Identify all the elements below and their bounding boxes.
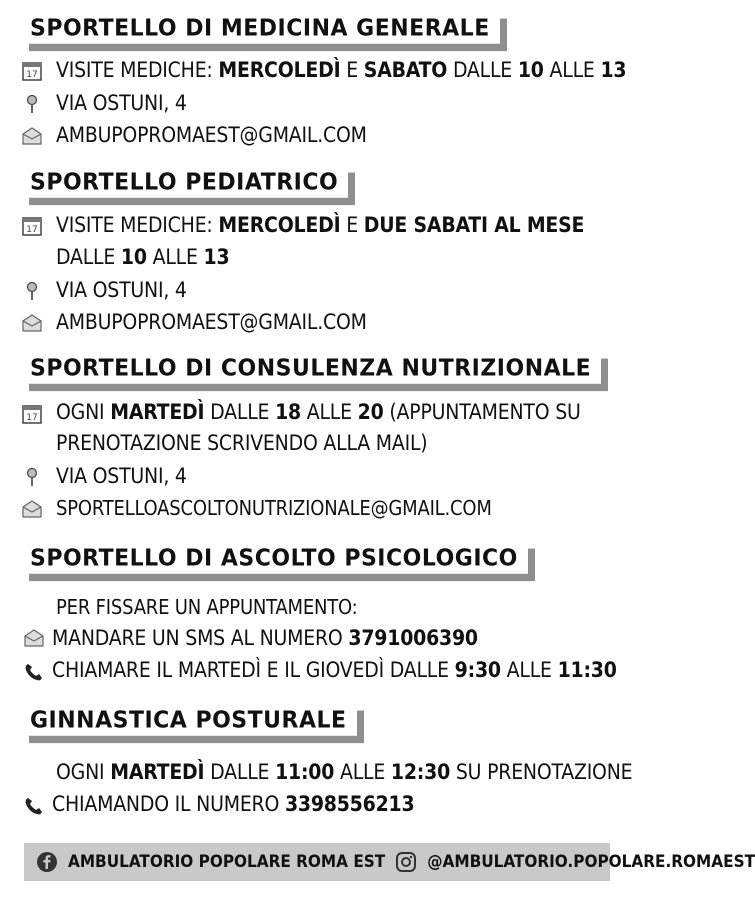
psicologico-intro: PER FISSARE UN APPUNTAMENTO: — [56, 595, 358, 619]
phone-icon — [24, 662, 44, 682]
text: 11:00 — [275, 760, 335, 784]
text: ALLE — [334, 760, 391, 784]
footer-bar — [24, 843, 755, 881]
mail-icon — [24, 628, 44, 648]
facebook-icon[interactable] — [36, 851, 58, 873]
text: 13 — [600, 58, 627, 82]
text: CHIAMARE IL MARTEDÌ E IL GIOVEDÌ DALLE — [52, 658, 455, 682]
text: MERCOLEDÌ — [218, 58, 341, 82]
medicina-address: VIA OSTUNI, 4 — [56, 91, 187, 115]
section-title-ginnastica: GINNASTICA POSTURALE — [22, 703, 357, 736]
psicologico-call — [52, 658, 617, 682]
pediatrico-email[interactable]: AMBUPOPROMAEST@GMAIL.COM — [56, 310, 367, 334]
text: 10 — [120, 245, 147, 269]
calendar-icon — [22, 216, 42, 236]
pediatrico-address: VIA OSTUNI, 4 — [56, 278, 187, 302]
calendar-icon — [22, 61, 42, 81]
text: DALLE — [204, 400, 276, 424]
text: (APPUNTAMENTO SU — [383, 400, 581, 424]
section-title-medicina: SPORTELLO DI MEDICINA GENERALE — [22, 11, 500, 44]
nutrizionale-line1 — [56, 400, 581, 424]
text: ALLE — [543, 58, 601, 82]
text: VISITE MEDICHE: — [56, 213, 219, 237]
mail-icon — [22, 313, 42, 333]
text: MARTEDÌ — [110, 400, 205, 424]
ginnastica-line1 — [56, 760, 632, 784]
text: ALLE — [146, 245, 204, 269]
text: 9:30 — [454, 658, 501, 682]
medicina-email[interactable]: AMBUPOPROMAEST@GMAIL.COM — [56, 123, 367, 147]
text: SU PRENOTAZIONE — [450, 760, 633, 784]
calendar-icon — [22, 404, 42, 424]
ginnastica-call — [52, 792, 414, 816]
text: ALLE — [300, 400, 358, 424]
mail-icon — [22, 499, 42, 519]
text: 12:30 — [390, 760, 451, 784]
text[interactable]: 3398556213 — [284, 792, 415, 816]
nutrizionale-line2: PRENOTAZIONE SCRIVENDO ALLA MAIL) — [56, 431, 428, 455]
text: MANDARE UN SMS AL NUMERO — [52, 626, 349, 650]
text: DALLE — [447, 58, 518, 82]
instagram-handle[interactable]: @AMBULATORIO.POPOLARE.ROMAEST — [427, 852, 755, 872]
section-title-psicologico: SPORTELLO DI ASCOLTO PSICOLOGICO — [22, 541, 528, 574]
text: OGNI — [56, 760, 111, 784]
text: 18 — [275, 400, 301, 424]
mail-icon — [22, 126, 42, 146]
text: MERCOLEDÌ — [218, 213, 341, 237]
text: E — [340, 58, 364, 82]
nutrizionale-address: VIA OSTUNI, 4 — [56, 464, 187, 488]
pediatrico-visite-2 — [56, 245, 229, 269]
text: 13 — [203, 245, 230, 269]
pediatrico-visite — [56, 213, 584, 237]
text: VISITE MEDICHE: — [56, 58, 219, 82]
text: DALLE — [204, 760, 276, 784]
section-title-pediatrico: SPORTELLO PEDIATRICO — [22, 165, 348, 198]
text: OGNI — [56, 400, 111, 424]
text: 10 — [517, 58, 544, 82]
nutrizionale-email[interactable]: SPORTELLOASCOLTONUTRIZIONALE@GMAIL.COM — [56, 496, 492, 520]
text: MARTEDÌ — [110, 760, 205, 784]
pin-icon — [22, 467, 42, 487]
pin-icon — [22, 94, 42, 114]
text: ALLE — [500, 658, 558, 682]
phone-icon — [24, 796, 44, 816]
text[interactable]: 3791006390 — [348, 626, 478, 650]
text: E — [340, 213, 364, 237]
pin-icon — [22, 281, 42, 301]
text: CHIAMANDO IL NUMERO — [52, 792, 285, 816]
facebook-handle[interactable]: AMBULATORIO POPOLARE ROMA EST — [68, 852, 386, 872]
psicologico-sms — [52, 626, 478, 650]
text: DALLE — [56, 245, 121, 269]
text: 11:30 — [557, 658, 617, 682]
medicina-visite — [56, 58, 626, 82]
text: SABATO — [363, 58, 448, 82]
text: DUE SABATI AL MESE — [363, 213, 585, 237]
instagram-icon[interactable] — [395, 851, 417, 873]
text: 20 — [357, 400, 384, 424]
section-title-nutrizionale: SPORTELLO DI CONSULENZA NUTRIZIONALE — [22, 351, 601, 384]
